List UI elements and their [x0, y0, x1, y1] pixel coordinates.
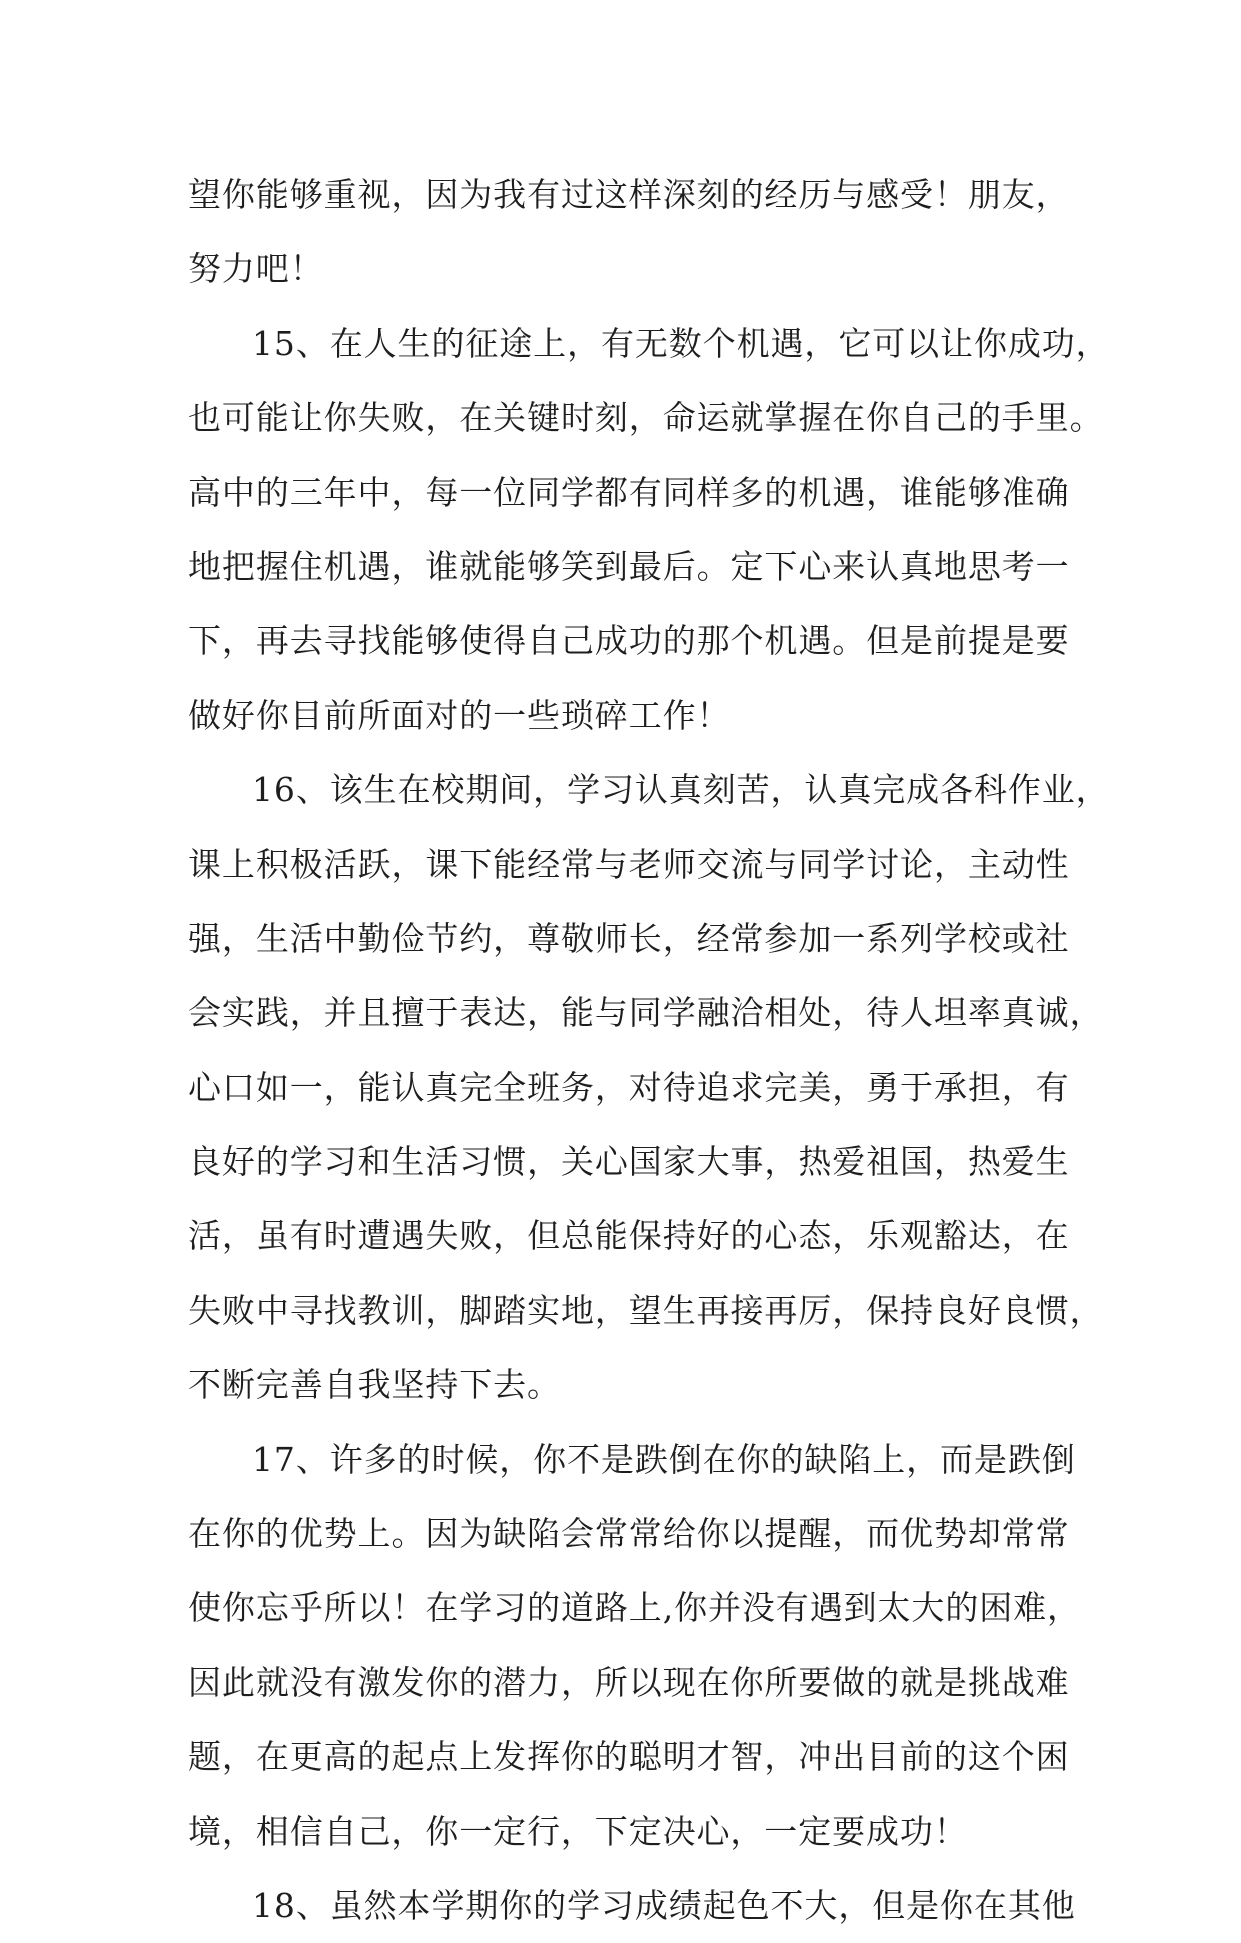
text-line: 不断完善自我坚持下去。 [188, 1365, 561, 1405]
text-line: 会 实 践 ， 并 且 擅 于 表 达 ， 能 与 同 学 融 洽 相 处 ， 待 人 坦 率 真 诚 ， [188, 993, 1104, 1033]
text-line: 强 ， 生 活 中 勤 俭 节 约 ， 尊 敬 师 长 ， 经 常 参 加 一 系 列 学 校 或 社 [188, 918, 1070, 958]
text-line: 心 口 如 一 ， 能 认 真 完 全 班 务 ， 对 待 追 求 完 美 ， 勇 于 承 担 ， 有 [188, 1067, 1070, 1107]
text-line: 失 败 中 寻 找 教 训 ， 脚 踏 实 地 ， 望 生 再 接 再 厉 ， 保 持 良 好 良 惯 ， [188, 1290, 1104, 1330]
text-line: 1 7 、 许 多 的 时 候 ， 你 不 是 跌 倒 在 你 的 缺 陷 上 ， 而 是 跌 倒 [252, 1439, 1076, 1479]
text-line: 做好你目前所面对的一些琐碎工作！ [188, 695, 731, 735]
text-line: 课 上 积 极 活 跃 ， 课 下 能 经 常 与 老 师 交 流 与 同 学 讨 论 ， 主 动 性 [188, 844, 1070, 884]
text-line: 地 把 握 住 机 遇 ， 谁 就 能 够 笑 到 最 后 。 定 下 心 来 认 真 地 思 考 一 [188, 546, 1070, 586]
text-line: 使 你 忘 乎 所 以 ！ 在 学 习 的 道 路 上 , 你 并 没 有 遇 到 太 大 的 困 难 ， [188, 1588, 1081, 1628]
text-line: 境，相信自己，你一定行，下定决心，一定要成功！ [188, 1811, 968, 1851]
text-line: 在 你 的 优 势 上 。 因 为 缺 陷 会 常 常 给 你 以 提 醒 ， 而 优 势 却 常 常 [188, 1514, 1070, 1554]
text-line: 下 ， 再 去 寻 找 能 够 使 得 自 己 成 功 的 那 个 机 遇 。 但 是 前 提 是 要 [188, 621, 1070, 661]
text-line: 良 好 的 学 习 和 生 活 习 惯 ， 关 心 国 家 大 事 ， 热 爱 祖 国 ， 热 爱 生 [188, 1142, 1070, 1182]
text-line: 望 你 能 够 重 视 ， 因 为 我 有 过 这 样 深 刻 的 经 历 与 感 受 ！ 朋 友 ， [188, 175, 1070, 214]
document-body [188, 158, 1110, 1943]
text-line: 活 ， 虽 有 时 遭 遇 失 败 ， 但 总 能 保 持 好 的 心 态 ， 乐 观 豁 达 ， 在 [188, 1216, 1070, 1256]
text-line: 1 5 、 在 人 生 的 征 途 上 ， 有 无 数 个 机 遇 ， 它 可 以 让 你 成 功 ， [252, 323, 1110, 363]
text-line: 题 ， 在 更 高 的 起 点 上 发 挥 你 的 聪 明 才 智 ， 冲 出 目 前 的 这 个 困 [188, 1737, 1070, 1777]
text-line: 也 可 能 让 你 失 败 ， 在 关 键 时 刻 ， 命 运 就 掌 握 在 你 自 己 的 手 里 。 [188, 398, 1104, 438]
text-line: 高 中 的 三 年 中 ， 每 一 位 同 学 都 有 同 样 多 的 机 遇 ， 谁 能 够 准 确 [188, 472, 1070, 512]
text-line: 努力吧！ [188, 249, 324, 289]
text-line: 1 8 、 虽 然 本 学 期 你 的 学 习 成 绩 起 色 不 大 ， 但 是 你 在 其 他 [252, 1885, 1076, 1925]
text-line: 因 此 就 没 有 激 发 你 的 潜 力 ， 所 以 现 在 你 所 要 做 的 就 是 挑 战 难 [188, 1662, 1070, 1702]
text-line: 1 6 、 该 生 在 校 期 间 ， 学 习 认 真 刻 苦 ， 认 真 完 成 各 科 作 业 ， [252, 770, 1110, 810]
